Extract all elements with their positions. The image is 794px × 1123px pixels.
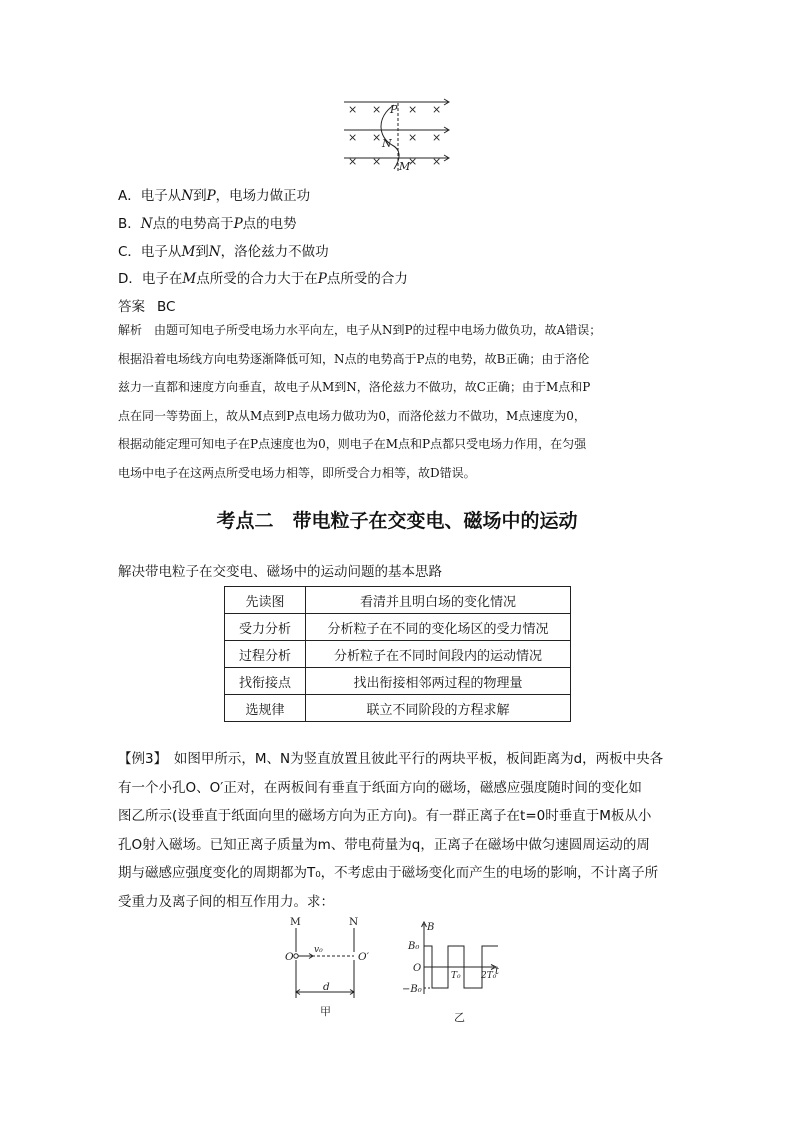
- option-a: A．电子从N到P，电场力做正功: [118, 188, 311, 204]
- caption-jia: 甲: [320, 1005, 331, 1018]
- label-m: M: [399, 160, 411, 173]
- cross-mark: ×: [348, 103, 358, 116]
- cross-mark: ×: [348, 131, 358, 144]
- answer-value: BC: [157, 299, 176, 315]
- explanation-line: 电场中电子在这两点所受电场力相等，即所受合力相等，故D错误。: [118, 465, 476, 480]
- label-b0: B₀: [408, 941, 420, 952]
- table-row: 先读图 看清并且明白场的变化情况: [225, 587, 571, 614]
- label-t0: T₀: [451, 971, 461, 981]
- intro-text: 解决带电粒子在交变电、磁场中的运动问题的基本思路: [118, 564, 442, 580]
- table-row: 选规律 联立不同阶段的方程求解: [225, 695, 571, 722]
- example-line: 孔O射入磁场。已知正离子质量为m、带电荷量为q，正离子在磁场中做匀速圆周运动的周: [118, 836, 650, 853]
- explanation-line: 根据沿着电场线方向电势逐渐降低可知，N点的电势高于P点的电势，故B正确；由于洛伦: [118, 351, 590, 366]
- label-d: d: [323, 981, 330, 993]
- explanation-line: 兹力一直都和速度方向垂直，故电子从M到N，洛伦兹力不做功，故C正确；由于M点和P: [118, 380, 591, 394]
- explanation-line: 点在同一等势面上，故从M点到P点电场力做功为0，而洛伦兹力不做功，M点速度为0，: [118, 408, 586, 423]
- label-t: t: [495, 966, 500, 977]
- option-c: C．电子从M到N，洛伦兹力不做功: [118, 244, 329, 260]
- label-2t0: 2T₀: [481, 971, 497, 981]
- cross-mark: ×: [372, 131, 382, 144]
- cross-mark: ×: [408, 155, 418, 168]
- table-row: 找衔接点 找出衔接相邻两过程的物理量: [225, 668, 571, 695]
- example-problem: [118, 745, 678, 917]
- label-neg-b0: −B₀: [402, 984, 422, 995]
- label-n: N: [349, 916, 359, 928]
- table-row: 过程分析 分析粒子在不同时间段内的运动情况: [225, 641, 571, 668]
- explanation: [118, 316, 678, 487]
- explanation-line: 根据动能定理可知电子在P点速度也为0，则电子在M点和P点都只受电场力作用，在匀强: [118, 437, 587, 451]
- label-n: N: [382, 137, 392, 150]
- hole-o: [294, 954, 298, 958]
- label-o: O: [413, 963, 422, 974]
- option-d: D．电子在M点所受的合力大于在P点所受的合力: [118, 271, 408, 287]
- example-line: 期与磁感应强度变化的周期都为T₀，不考虑由于磁场变化而产生的电场的影响，不计离子所: [118, 865, 659, 882]
- label-p: P: [390, 103, 398, 116]
- example-line: 【例3】 如图甲所示，M、N为竖直放置且彼此平行的两块平板，板间距离为d，两板中央各: [118, 751, 664, 767]
- cross-mark: ×: [408, 103, 418, 116]
- label-o: O: [285, 951, 294, 963]
- cross-mark: ×: [432, 131, 442, 144]
- figure-jia: [282, 914, 382, 1020]
- example-line: 有一个小孔O、O′正对，在两板间有垂直于纸面方向的磁场，磁感应强度随时间的变化如: [118, 779, 642, 796]
- figure-yi: [382, 914, 506, 1026]
- cross-mark: ×: [348, 155, 358, 168]
- caption-yi: 乙: [454, 1011, 465, 1024]
- cross-mark: ×: [432, 155, 442, 168]
- steps-table: [224, 586, 571, 722]
- field-diagram: [336, 95, 458, 175]
- cross-mark: ×: [408, 131, 418, 144]
- example-line: 受重力及离子间的相互作用力。求：: [118, 893, 334, 910]
- label-o-prime: O′: [358, 951, 369, 963]
- table-row: 受力分析 分析粒子在不同的变化场区的受力情况: [225, 614, 571, 641]
- section-title: 考点二 带电粒子在交变电、磁场中的运动: [216, 510, 578, 532]
- answer: [118, 295, 175, 315]
- example-line: 图乙所示(设垂直于纸面向里的磁场方向为正方向)。有一群正离子在t=0时垂直于M板从小: [118, 808, 652, 825]
- label-b: B: [427, 922, 435, 933]
- label-v0: v₀: [314, 945, 323, 955]
- cross-mark: ×: [372, 103, 382, 116]
- explanation-line: 解析 由题可知电子所受电场力水平向左，电子从N到P的过程中电场力做负功，故A错误；: [118, 323, 602, 337]
- cross-mark: ×: [432, 103, 442, 116]
- cross-mark: ×: [372, 155, 382, 168]
- label-m: M: [290, 916, 301, 928]
- option-b: B．N点的电势高于P点的电势: [118, 216, 297, 232]
- answer-label: 答案: [118, 299, 145, 315]
